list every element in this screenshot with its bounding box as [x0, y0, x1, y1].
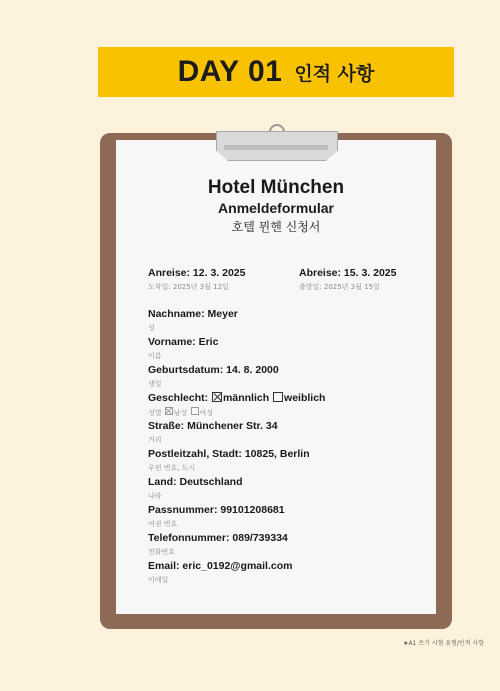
lastname-label: Nachname: Meyer — [148, 308, 238, 320]
gender-field — [148, 392, 325, 418]
birthdate-field — [148, 364, 279, 389]
street-label: Straße: Münchener Str. 34 — [148, 420, 278, 432]
firstname-ko: 이름 — [148, 352, 162, 360]
birthdate-ko: 생일 — [148, 380, 162, 388]
street-ko: 거리 — [148, 436, 162, 444]
form-korean-title: 호텔 뮌헨 신청서 — [231, 220, 321, 234]
postal-label: Postleitzahl, Stadt: 10825, Berlin — [148, 448, 310, 460]
firstname-label: Vorname: Eric — [148, 336, 219, 348]
email-field — [148, 560, 292, 585]
lastname-field — [148, 308, 238, 333]
female-checkbox[interactable] — [273, 392, 283, 402]
arrival-label: Anreise: 12. 3. 2025 — [148, 267, 246, 279]
male-checkbox[interactable] — [212, 392, 222, 402]
gender-ko-line — [148, 407, 325, 418]
departure-label: Abreise: 15. 3. 2025 — [299, 267, 397, 279]
banner-day: DAY 01 — [177, 55, 283, 88]
male-ko-option: 남성 — [173, 409, 188, 417]
gender-ko-label: 성별 — [148, 409, 162, 417]
departure-ko: 출발일: 2025년 3월 15일 — [299, 283, 380, 291]
arrival-ko: 도착일: 2025년 3월 12일 — [148, 283, 229, 291]
postal-ko: 우편 번호, 도시 — [148, 464, 196, 472]
passport-ko: 여권 번호 — [148, 520, 178, 528]
clip-bar — [224, 145, 328, 150]
passport-field — [148, 504, 285, 529]
female-option: weiblich — [284, 392, 326, 404]
email-ko: 이메일 — [148, 576, 169, 584]
passport-label: Passnummer: 99101208681 — [148, 504, 285, 516]
departure-field — [299, 267, 396, 292]
female-ko-checkbox-icon — [191, 407, 199, 415]
street-field — [148, 420, 278, 445]
country-label: Land: Deutschland — [148, 476, 243, 488]
postal-field — [148, 448, 310, 473]
gender-label: Geschlecht: — [148, 392, 209, 404]
banner-subtitle: 인적 사항 — [294, 62, 375, 85]
phone-label: Telefonnummer: 089/739334 — [148, 532, 288, 544]
form-title: Hotel München — [207, 177, 345, 198]
male-option: männlich — [223, 392, 270, 404]
lastname-ko: 성 — [148, 324, 155, 332]
firstname-field — [148, 336, 218, 361]
arrival-field — [148, 267, 245, 292]
day-banner — [98, 47, 454, 97]
male-ko-checkbox-icon — [165, 407, 173, 415]
footnote: ★A1 쓰기 시험 유형/인적 사항 — [403, 640, 484, 647]
phone-ko: 전화번호 — [148, 548, 176, 556]
country-field — [148, 476, 243, 501]
email-label: Email: eric_0192@gmail.com — [148, 560, 293, 572]
form-subtitle: Anmeldeformular — [218, 200, 334, 216]
country-ko: 나라 — [148, 492, 162, 500]
phone-field — [148, 532, 288, 557]
gender-line — [148, 392, 325, 404]
female-ko-option: 여성 — [199, 409, 214, 417]
birthdate-label: Geburtsdatum: 14. 8. 2000 — [148, 364, 279, 376]
